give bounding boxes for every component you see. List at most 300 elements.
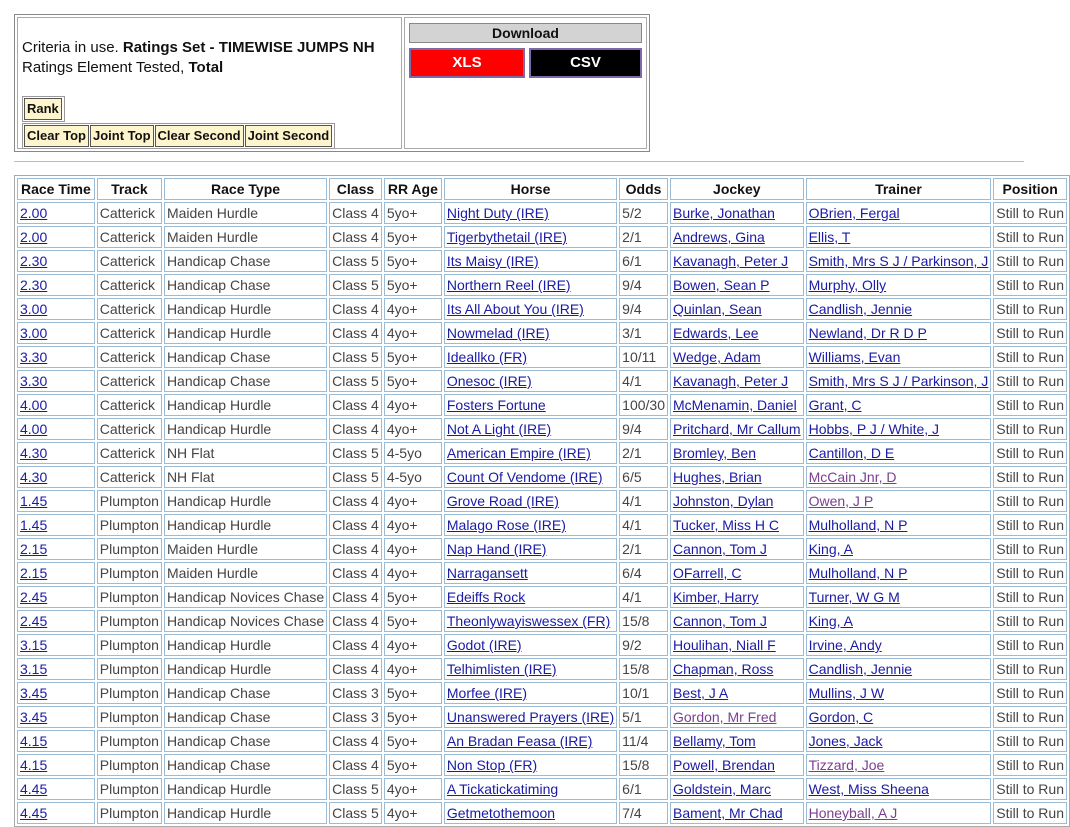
table-row [17,802,1067,824]
age-cell: 5yo+ [384,202,442,224]
jockey-link[interactable]: Johnston, Dylan [672,493,774,509]
position-cell: Still to Run [993,586,1067,608]
jockey-link[interactable]: Quinlan, Sean [672,301,762,317]
horse-link[interactable]: Unanswered Prayers (IRE) [446,709,615,725]
trainer-cell [806,346,992,368]
jockey-cell [670,322,804,344]
jockey-cell [670,274,804,296]
table-row [17,658,1067,680]
race-type-cell: Handicap Hurdle [164,322,327,344]
element-label: Ratings Element Tested, [22,59,189,76]
race-time-link[interactable]: 2.45 [20,589,48,605]
race-type-cell: Handicap Chase [164,754,327,776]
race-time-link[interactable]: 3.00 [20,301,48,317]
track-cell: Plumpton [97,778,162,800]
race-type-cell: Handicap Hurdle [164,418,327,440]
table-row [17,250,1067,272]
race-type-cell: Maiden Hurdle [164,538,327,560]
horse-cell [444,442,617,464]
horse-cell [444,346,617,368]
jockey-link[interactable]: Cannon, Tom J [672,613,767,629]
trainer-link[interactable]: Mulholland, N P [808,565,908,581]
age-cell: 5yo+ [384,610,442,632]
horse-link[interactable]: Grove Road (IRE) [446,493,559,509]
jockey-link[interactable]: Tucker, Miss H C [672,517,780,533]
jockey-link[interactable]: Burke, Jonathan [672,205,775,221]
trainer-cell [806,490,992,512]
trainer-link[interactable]: Turner, W G M [808,589,900,605]
horse-cell [444,250,617,272]
odds-cell: 4/1 [619,370,668,392]
race-type-cell: Handicap Chase [164,274,327,296]
odds-cell: 7/4 [619,802,668,824]
track-cell: Plumpton [97,730,162,752]
jockey-link[interactable]: Kavanagh, Peter J [672,373,789,389]
race-time-cell [17,682,95,704]
race-time-link[interactable]: 2.00 [20,205,48,221]
track-cell: Plumpton [97,706,162,728]
race-time-link[interactable]: 4.15 [20,733,48,749]
track-cell: Catterick [97,274,162,296]
race-time-cell [17,466,95,488]
track-cell: Catterick [97,442,162,464]
position-cell: Still to Run [993,778,1067,800]
jockey-cell [670,394,804,416]
horse-link[interactable]: Its Maisy (IRE) [446,253,539,269]
odds-cell: 6/1 [619,250,668,272]
race-time-link[interactable]: 4.30 [20,469,48,485]
race-time-link[interactable]: 4.00 [20,421,48,437]
trainer-link[interactable]: Hobbs, P J / White, J [808,421,940,437]
horse-link[interactable]: Northern Reel (IRE) [446,277,571,293]
trainer-link[interactable]: Newland, Dr R D P [808,325,927,341]
track-cell: Catterick [97,418,162,440]
race-time-link[interactable]: 1.45 [20,517,48,533]
age-cell: 4yo+ [384,562,442,584]
odds-cell: 15/8 [619,658,668,680]
track-cell: Plumpton [97,658,162,680]
class-cell: Class 5 [329,442,382,464]
jockey-link[interactable]: Hughes, Brian [672,469,762,485]
trainer-link[interactable]: West, Miss Sheena [808,781,929,797]
trainer-link[interactable]: Ellis, T [808,229,851,245]
horse-link[interactable]: Malago Rose (IRE) [446,517,566,533]
element-value: Total [188,59,224,76]
jockey-cell [670,490,804,512]
class-cell: Class 4 [329,490,382,512]
odds-cell: 5/1 [619,706,668,728]
horse-cell [444,802,617,824]
horse-link[interactable]: Night Duty (IRE) [446,205,549,221]
race-time-cell [17,394,95,416]
jockey-cell [670,226,804,248]
trainer-link[interactable]: Williams, Evan [808,349,901,365]
trainer-link[interactable]: Candlish, Jennie [808,661,913,677]
race-time-cell [17,202,95,224]
class-cell: Class 5 [329,466,382,488]
class-cell: Class 4 [329,322,382,344]
horse-link[interactable]: An Bradan Feasa (IRE) [446,733,593,749]
horse-link[interactable]: A Tickatickatiming [446,781,559,797]
age-cell: 4yo+ [384,322,442,344]
horse-cell [444,538,617,560]
track-cell: Plumpton [97,490,162,512]
race-type-cell: Handicap Chase [164,370,327,392]
trainer-link[interactable]: Gordon, C [808,709,874,725]
trainer-link[interactable]: Grant, C [808,397,862,413]
trainer-cell [806,274,992,296]
rank-button[interactable]: Rank [24,98,62,120]
position-cell: Still to Run [993,538,1067,560]
race-time-cell [17,490,95,512]
horse-cell [444,322,617,344]
table-row [17,754,1067,776]
trainer-link[interactable]: Mullins, J W [808,685,885,701]
class-cell: Class 4 [329,658,382,680]
download-csv-button[interactable]: CSV [529,48,642,78]
age-cell: 4yo+ [384,802,442,824]
track-cell: Catterick [97,394,162,416]
odds-cell: 100/30 [619,394,668,416]
position-cell: Still to Run [993,658,1067,680]
horse-link[interactable]: Onesoc (IRE) [446,373,532,389]
header-horse: Horse [444,178,617,200]
race-time-link[interactable]: 4.15 [20,757,48,773]
horse-cell [444,202,617,224]
odds-cell: 5/2 [619,202,668,224]
odds-cell: 2/1 [619,226,668,248]
horse-link[interactable]: Edeiffs Rock [446,589,526,605]
download-title: Download [409,23,642,43]
trainer-cell [806,466,992,488]
race-time-cell [17,538,95,560]
trainer-link[interactable]: Honeyball, A J [808,805,898,821]
position-cell: Still to Run [993,610,1067,632]
odds-cell: 9/2 [619,634,668,656]
header-trainer: Trainer [806,178,992,200]
horse-link[interactable]: Narragansett [446,565,528,581]
jockey-link[interactable]: Wedge, Adam [672,349,761,365]
horse-link[interactable]: Count Of Vendome (IRE) [446,469,603,485]
trainer-cell [806,322,992,344]
horse-cell [444,658,617,680]
horse-cell [444,274,617,296]
horse-link[interactable]: Fosters Fortune [446,397,546,413]
track-cell: Plumpton [97,682,162,704]
class-cell: Class 4 [329,634,382,656]
table-row [17,490,1067,512]
races-table [14,175,1070,827]
age-cell: 4yo+ [384,394,442,416]
trainer-cell [806,370,992,392]
trainer-link[interactable]: Murphy, Olly [808,277,887,293]
horse-cell [444,610,617,632]
trainer-cell [806,442,992,464]
trainer-link[interactable]: King, A [808,613,853,629]
races-table-body [17,202,1067,824]
race-type-cell: NH Flat [164,442,327,464]
criteria-element [22,59,223,76]
criteria-ratings-set [22,39,375,56]
table-row [17,538,1067,560]
race-time-link[interactable]: 4.00 [20,397,48,413]
table-row [17,634,1067,656]
race-type-cell: Handicap Hurdle [164,802,327,824]
race-type-cell: Handicap Hurdle [164,298,327,320]
jockey-cell [670,418,804,440]
trainer-link[interactable]: Candlish, Jennie [808,301,913,317]
jockey-link[interactable]: Kavanagh, Peter J [672,253,789,269]
race-type-cell: Handicap Hurdle [164,394,327,416]
jockey-link[interactable]: Cannon, Tom J [672,541,767,557]
race-time-link[interactable]: 3.00 [20,325,48,341]
track-cell: Catterick [97,226,162,248]
jockey-link[interactable]: Andrews, Gina [672,229,765,245]
track-cell: Catterick [97,250,162,272]
race-time-link[interactable]: 4.45 [20,781,48,797]
trainer-cell [806,610,992,632]
class-cell: Class 3 [329,682,382,704]
trainer-link[interactable]: Smith, Mrs S J / Parkinson, J [808,373,989,389]
race-time-link[interactable]: 3.45 [20,685,48,701]
class-cell: Class 5 [329,346,382,368]
table-row [17,394,1067,416]
race-time-link[interactable]: 3.15 [20,661,48,677]
race-time-link[interactable]: 2.30 [20,253,48,269]
horse-cell [444,730,617,752]
horse-link[interactable]: Morfee (IRE) [446,685,527,701]
age-cell: 5yo+ [384,226,442,248]
class-cell: Class 4 [329,202,382,224]
position-cell: Still to Run [993,634,1067,656]
table-row [17,322,1067,344]
jockey-link[interactable]: Bament, Mr Chad [672,805,783,821]
jockey-link[interactable]: Bowen, Sean P [672,277,770,293]
horse-link[interactable]: Ideallko (FR) [446,349,528,365]
position-cell: Still to Run [993,322,1067,344]
trainer-link[interactable]: McCain Jnr, D [808,469,897,485]
jockey-link[interactable]: Bellamy, Tom [672,733,756,749]
track-cell: Plumpton [97,634,162,656]
trainer-link[interactable]: Jones, Jack [808,733,883,749]
jockey-link[interactable]: Goldstein, Marc [672,781,772,797]
table-row [17,274,1067,296]
race-time-cell [17,706,95,728]
horse-link[interactable]: Its All About You (IRE) [446,301,584,317]
trainer-cell [806,394,992,416]
class-cell: Class 5 [329,274,382,296]
jockey-link[interactable]: OFarrell, C [672,565,742,581]
track-cell: Catterick [97,466,162,488]
class-cell: Class 5 [329,778,382,800]
position-cell: Still to Run [993,274,1067,296]
trainer-cell [806,730,992,752]
trainer-link[interactable]: King, A [808,541,853,557]
table-row [17,442,1067,464]
ratings-set-value: Ratings Set - TIMEWISE JUMPS NH [122,39,375,56]
trainer-cell [806,250,992,272]
jockey-cell [670,298,804,320]
download-xls-button[interactable]: XLS [409,48,525,78]
horse-link[interactable]: Telhimlisten (IRE) [446,661,557,677]
race-time-link[interactable]: 2.15 [20,565,48,581]
track-cell: Plumpton [97,562,162,584]
trainer-link[interactable]: Cantillon, D E [808,445,895,461]
jockey-link[interactable]: Houlihan, Niall F [672,637,776,653]
age-cell: 5yo+ [384,730,442,752]
race-time-link[interactable]: 2.15 [20,541,48,557]
race-time-link[interactable]: 3.45 [20,709,48,725]
class-cell: Class 4 [329,610,382,632]
horse-cell [444,634,617,656]
header-position: Position [993,178,1067,200]
age-cell: 5yo+ [384,682,442,704]
jockey-cell [670,514,804,536]
horse-cell [444,514,617,536]
odds-cell: 9/4 [619,298,668,320]
horse-link[interactable]: Nap Hand (IRE) [446,541,547,557]
odds-cell: 4/1 [619,490,668,512]
jockey-link[interactable]: Bromley, Ben [672,445,756,461]
horse-link[interactable]: Not A Light (IRE) [446,421,552,437]
table-row [17,514,1067,536]
race-time-cell [17,370,95,392]
trainer-cell [806,682,992,704]
clear-second-button[interactable]: Clear Second [155,125,244,147]
trainer-link[interactable]: Smith, Mrs S J / Parkinson, J [808,253,989,269]
race-time-link[interactable]: 1.45 [20,493,48,509]
joint-second-button[interactable]: Joint Second [245,125,333,147]
race-time-cell [17,514,95,536]
jockey-link[interactable]: Kimber, Harry [672,589,759,605]
trainer-link[interactable]: Irvine, Andy [808,637,882,653]
horse-link[interactable]: Getmetothemoon [446,805,556,821]
class-cell: Class 5 [329,802,382,824]
jockey-link[interactable]: McMenamin, Daniel [672,397,797,413]
race-type-cell: Handicap Hurdle [164,634,327,656]
jockey-link[interactable]: Powell, Brendan [672,757,775,773]
position-cell: Still to Run [993,226,1067,248]
odds-cell: 6/5 [619,466,668,488]
table-row [17,298,1067,320]
horse-link[interactable]: Theonlywayiswessex (FR) [446,613,611,629]
class-cell: Class 3 [329,706,382,728]
horse-link[interactable]: Godot (IRE) [446,637,522,653]
horse-cell [444,490,617,512]
race-time-cell [17,586,95,608]
jockey-cell [670,682,804,704]
race-time-cell [17,274,95,296]
jockey-link[interactable]: Gordon, Mr Fred [672,709,777,725]
position-cell: Still to Run [993,394,1067,416]
race-time-cell [17,562,95,584]
position-cell: Still to Run [993,490,1067,512]
race-time-link[interactable]: 2.45 [20,613,48,629]
age-cell: 5yo+ [384,586,442,608]
race-time-link[interactable]: 2.30 [20,277,48,293]
jockey-link[interactable]: Pritchard, Mr Callum [672,421,801,437]
race-time-link[interactable]: 4.45 [20,805,48,821]
trainer-link[interactable]: Mulholland, N P [808,517,908,533]
table-row [17,586,1067,608]
class-cell: Class 4 [329,298,382,320]
track-cell: Catterick [97,346,162,368]
class-cell: Class 4 [329,538,382,560]
age-cell: 4yo+ [384,658,442,680]
horse-link[interactable]: Tigerbythetail (IRE) [446,229,567,245]
table-row [17,562,1067,584]
race-time-link[interactable]: 3.15 [20,637,48,653]
trainer-cell [806,226,992,248]
race-time-cell [17,442,95,464]
race-time-link[interactable]: 3.30 [20,349,48,365]
jockey-cell [670,562,804,584]
rank-button-group [22,96,65,122]
trainer-link[interactable]: Owen, J P [808,493,874,509]
race-time-cell [17,322,95,344]
jockey-cell [670,706,804,728]
race-time-cell [17,778,95,800]
horse-cell [444,298,617,320]
odds-cell: 3/1 [619,322,668,344]
race-time-link[interactable]: 4.30 [20,445,48,461]
horse-cell [444,682,617,704]
odds-cell: 10/1 [619,682,668,704]
clear-top-button[interactable]: Clear Top [24,125,89,147]
trainer-cell [806,634,992,656]
position-cell: Still to Run [993,466,1067,488]
race-type-cell: Handicap Novices Chase [164,610,327,632]
odds-cell: 9/4 [619,274,668,296]
track-cell: Plumpton [97,610,162,632]
age-cell: 5yo+ [384,346,442,368]
race-time-cell [17,418,95,440]
odds-cell: 4/1 [619,586,668,608]
divider [14,161,1024,162]
race-type-cell: Handicap Hurdle [164,490,327,512]
race-time-link[interactable]: 3.30 [20,373,48,389]
odds-cell: 9/4 [619,418,668,440]
age-cell: 4yo+ [384,298,442,320]
trainer-link[interactable]: Tizzard, Joe [808,757,885,773]
position-cell: Still to Run [993,418,1067,440]
age-cell: 4yo+ [384,778,442,800]
horse-link[interactable]: Nowmelad (IRE) [446,325,550,341]
position-cell: Still to Run [993,802,1067,824]
trainer-cell [806,514,992,536]
table-row [17,226,1067,248]
position-cell: Still to Run [993,754,1067,776]
trainer-link[interactable]: OBrien, Fergal [808,205,900,221]
race-time-link[interactable]: 2.00 [20,229,48,245]
horse-link[interactable]: American Empire (IRE) [446,445,591,461]
jockey-link[interactable]: Chapman, Ross [672,661,774,677]
horse-cell [444,226,617,248]
horse-link[interactable]: Non Stop (FR) [446,757,538,773]
trainer-cell [806,562,992,584]
jockey-link[interactable]: Edwards, Lee [672,325,759,341]
jockey-link[interactable]: Best, J A [672,685,729,701]
trainer-cell [806,658,992,680]
race-type-cell: Handicap Novices Chase [164,586,327,608]
race-time-cell [17,730,95,752]
odds-cell: 2/1 [619,538,668,560]
joint-top-button[interactable]: Joint Top [90,125,154,147]
odds-cell: 4/1 [619,514,668,536]
race-time-cell [17,610,95,632]
class-cell: Class 5 [329,250,382,272]
position-cell: Still to Run [993,442,1067,464]
